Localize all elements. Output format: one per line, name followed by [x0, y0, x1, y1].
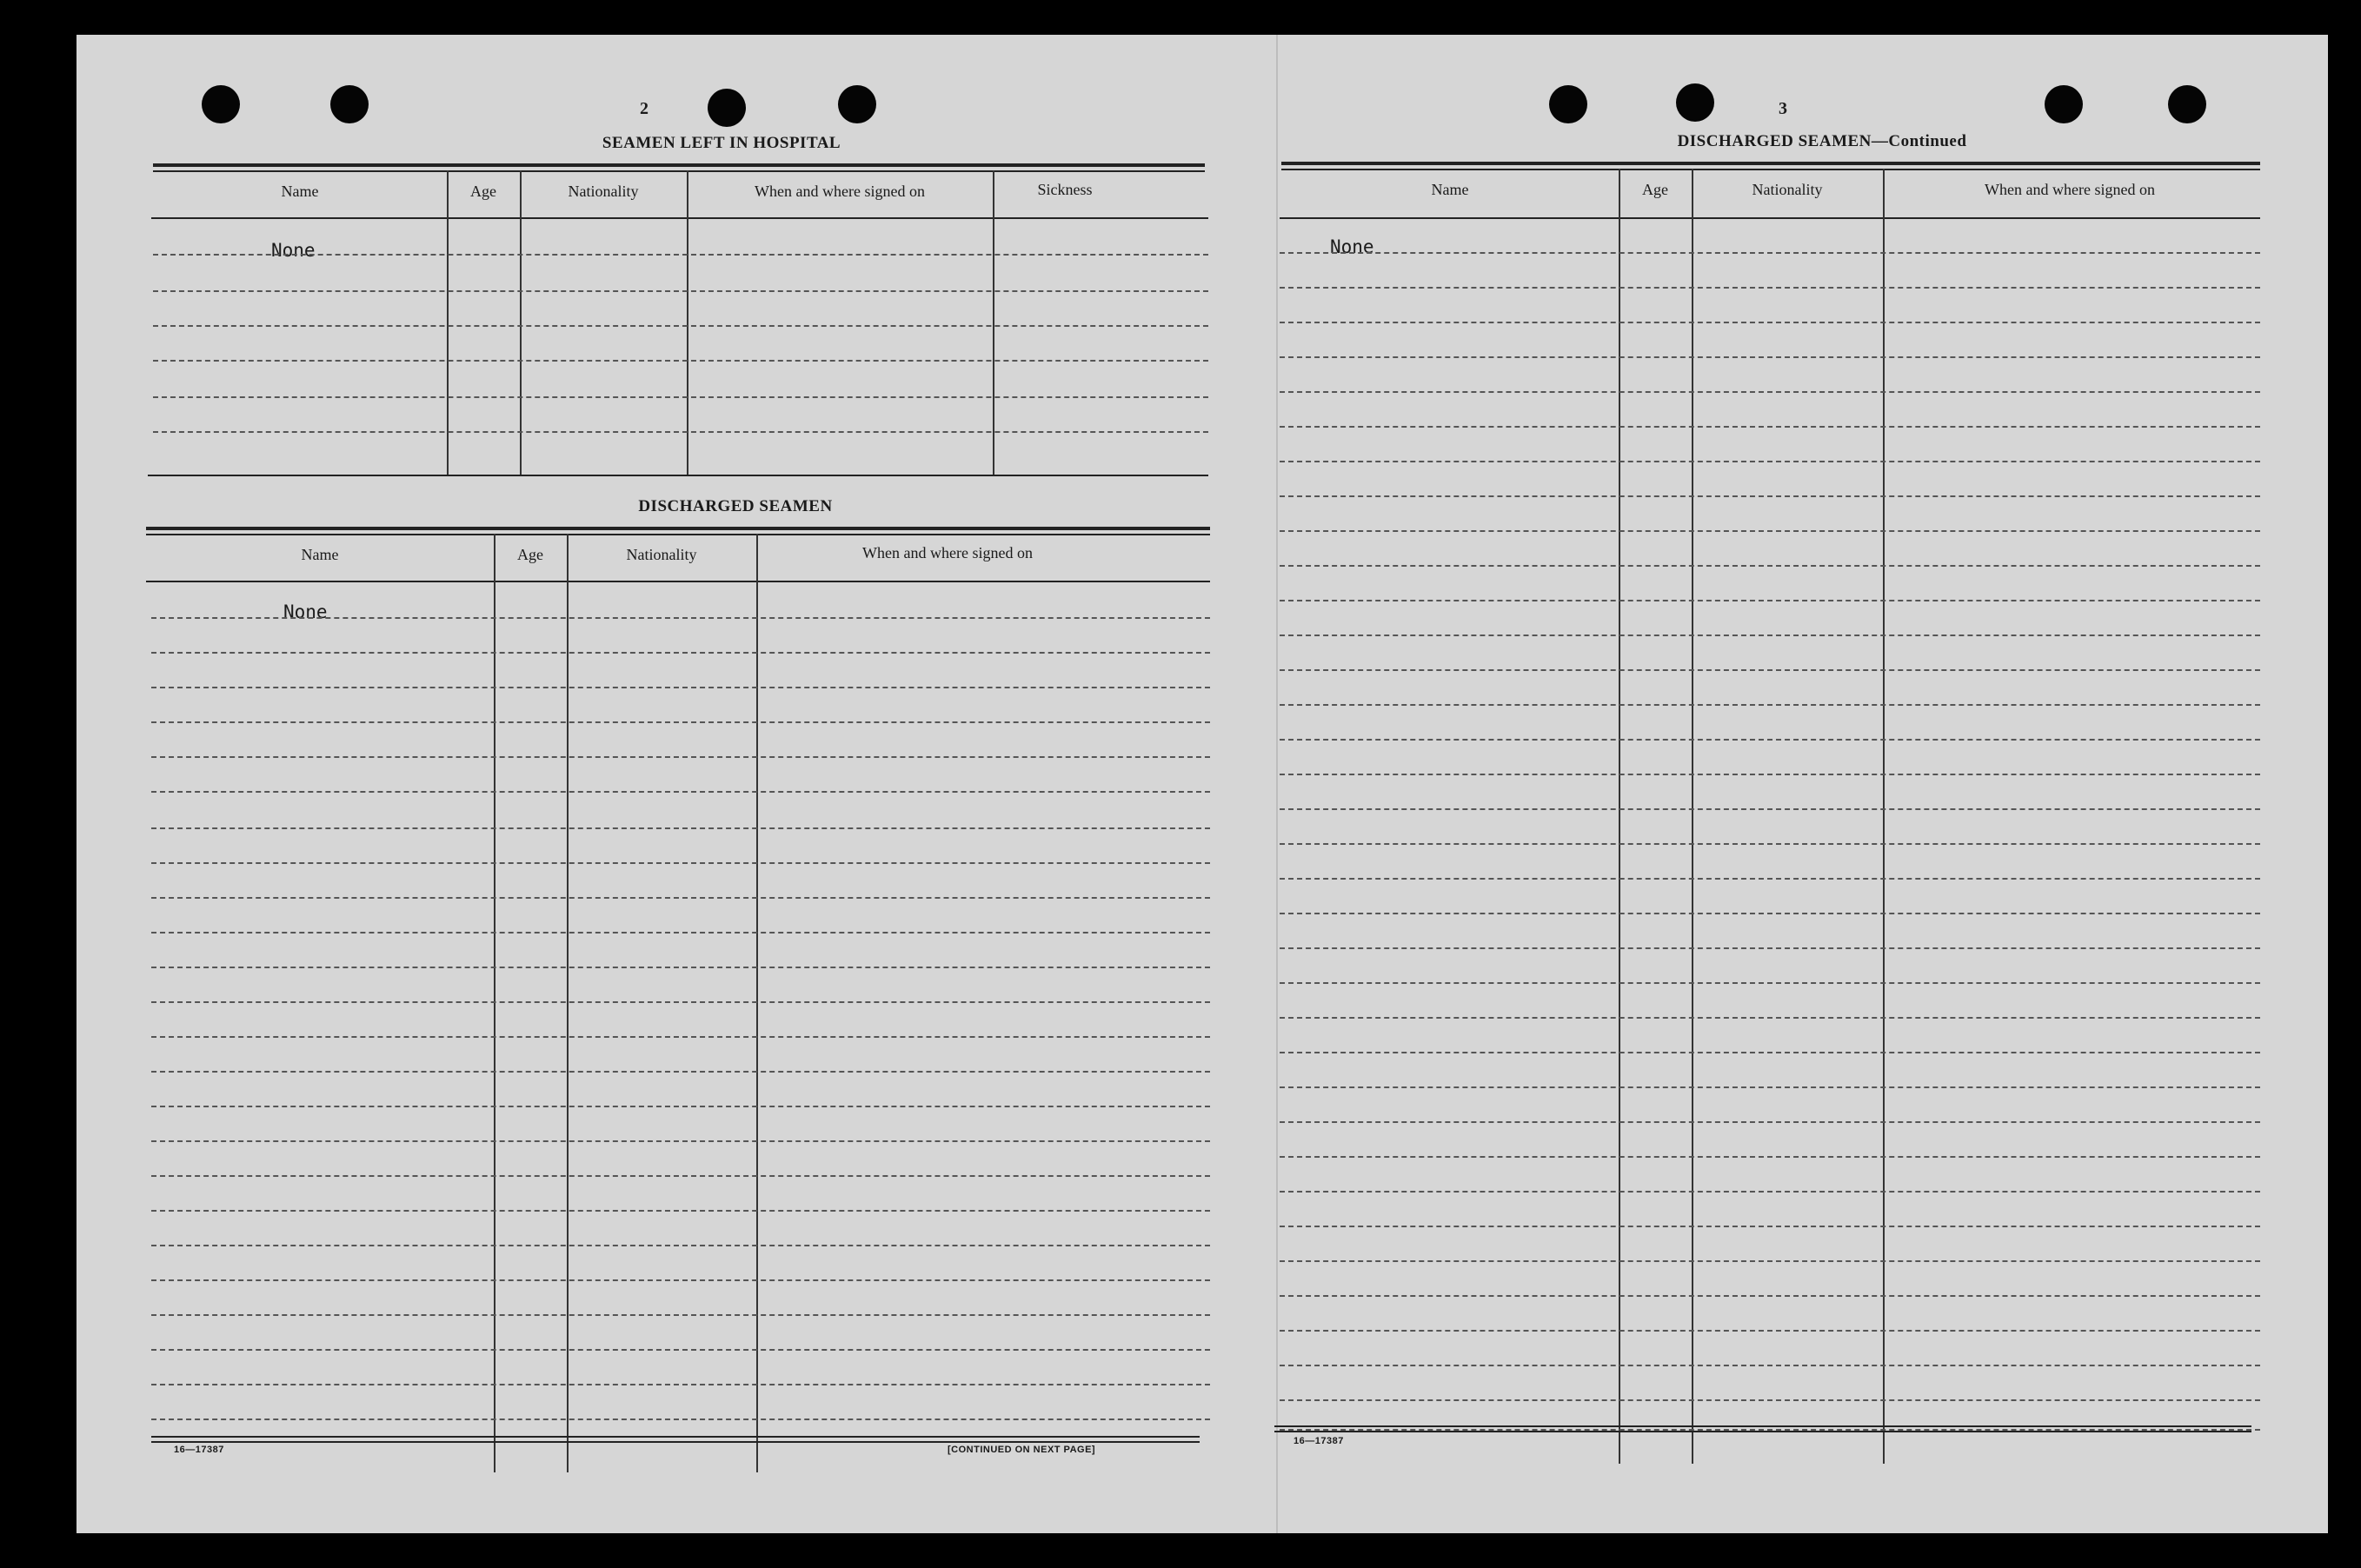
column-divider: [494, 534, 495, 1472]
entry-line: [153, 360, 1208, 362]
entry-line: [1280, 669, 2260, 671]
column-header-age: Age: [470, 183, 496, 200]
column-header-signed-on: When and where signed on: [755, 183, 925, 200]
column-divider: [1619, 169, 1620, 1464]
entry-line: [1280, 704, 2260, 706]
entry-line: [151, 1419, 1210, 1420]
column-divider: [756, 534, 758, 1472]
entry-line: [151, 897, 1210, 899]
section-rule: [153, 163, 1205, 167]
hospital-section-title: SEAMEN LEFT IN HOSPITAL: [602, 134, 841, 152]
punch-hole: [838, 85, 876, 123]
entry-line: [1280, 947, 2260, 949]
form-sheet: [76, 35, 2328, 1533]
entry-line: [1280, 774, 2260, 775]
section-rule: [1281, 169, 2260, 170]
entry-line: [1280, 1226, 2260, 1227]
column-header-signed-on: When and where signed on: [1985, 181, 2155, 198]
column-header-nationality: Nationality: [568, 183, 639, 200]
entry-line: [1280, 252, 2260, 254]
column-header-nationality: Nationality: [626, 546, 697, 563]
entry-line: [1280, 600, 2260, 601]
column-header-name: Name: [301, 546, 339, 563]
entry-line: [151, 1106, 1210, 1107]
page-fold: [1276, 35, 1278, 1533]
entry-line: [1280, 635, 2260, 636]
entry-line: [1280, 1121, 2260, 1123]
punch-hole: [1549, 85, 1587, 123]
entry-line: [151, 652, 1210, 654]
table-bottom-rule: [151, 1436, 1200, 1438]
punch-hole: [2168, 85, 2206, 123]
entry-line: [1280, 878, 2260, 880]
table-bottom-rule: [1274, 1431, 2251, 1432]
entry-line: [151, 1314, 1210, 1316]
entry-line: [1280, 1330, 2260, 1332]
entry-line: [1280, 1260, 2260, 1262]
entry-line: [151, 1384, 1210, 1385]
punch-hole: [1676, 83, 1714, 122]
punch-hole: [330, 85, 369, 123]
punch-hole: [202, 85, 240, 123]
hospital-entry: None: [271, 240, 316, 261]
entry-line: [153, 290, 1208, 292]
entry-line: [1280, 322, 2260, 323]
entry-line: [151, 1036, 1210, 1038]
entry-line: [1280, 1086, 2260, 1088]
form-number: 16—17387: [174, 1445, 224, 1455]
entry-line: [151, 1001, 1210, 1003]
punch-hole: [708, 89, 746, 127]
discharged-section-title: DISCHARGED SEAMEN: [638, 497, 833, 515]
entry-line: [153, 254, 1208, 256]
column-header-name: Name: [1431, 181, 1469, 198]
column-divider: [1692, 169, 1693, 1464]
entry-line: [151, 1245, 1210, 1246]
entry-line: [151, 721, 1210, 723]
section-rule: [146, 534, 1210, 535]
entry-line: [1280, 356, 2260, 358]
entry-line: [1280, 1156, 2260, 1158]
entry-line: [1280, 1191, 2260, 1193]
punch-hole: [2045, 85, 2083, 123]
column-header-age: Age: [1642, 181, 1668, 198]
discharged-entry: None: [283, 601, 328, 622]
column-divider: [447, 170, 449, 475]
entry-line: [151, 1175, 1210, 1177]
entry-line: [151, 862, 1210, 864]
header-rule: [146, 581, 1210, 582]
column-divider: [1883, 169, 1885, 1464]
entry-line: [1280, 1399, 2260, 1401]
entry-line: [1280, 391, 2260, 393]
entry-line: [1280, 1017, 2260, 1019]
header-rule: [1280, 217, 2260, 219]
entry-line: [151, 932, 1210, 933]
entry-line: [151, 756, 1210, 758]
entry-line: [1280, 530, 2260, 532]
page-number: 3: [1779, 99, 1787, 118]
column-divider: [567, 534, 569, 1472]
entry-line: [153, 396, 1208, 398]
page-number: 2: [640, 99, 648, 118]
entry-line: [151, 791, 1210, 793]
entry-line: [1280, 843, 2260, 845]
entry-line: [1280, 739, 2260, 741]
entry-line: [151, 1071, 1210, 1073]
discharged-continued-entry: None: [1330, 236, 1374, 257]
entry-line: [1280, 1295, 2260, 1297]
section-rule: [146, 527, 1210, 530]
column-header-age: Age: [517, 546, 543, 563]
entry-line: [151, 827, 1210, 829]
discharged-continued-title: DISCHARGED SEAMEN—Continued: [1677, 132, 1967, 150]
entry-line: [151, 1210, 1210, 1212]
section-rule: [153, 170, 1205, 172]
entry-line: [1280, 808, 2260, 810]
continued-note: [CONTINUED ON NEXT PAGE]: [948, 1445, 1096, 1455]
entry-line: [1280, 287, 2260, 289]
entry-line: [153, 431, 1208, 433]
entry-line: [1280, 913, 2260, 914]
entry-line: [1280, 565, 2260, 567]
entry-line: [151, 1279, 1210, 1281]
entry-line: [1280, 426, 2260, 428]
entry-line: [1280, 495, 2260, 497]
column-header-signed-on: When and where signed on: [862, 544, 1033, 561]
column-header-sickness: Sickness: [1037, 181, 1093, 198]
column-divider: [687, 170, 688, 475]
table-bottom-rule: [1274, 1425, 2251, 1427]
entry-line: [1280, 461, 2260, 462]
entry-line: [151, 1140, 1210, 1142]
table-bottom-rule: [151, 1441, 1200, 1443]
entry-line: [1280, 1052, 2260, 1053]
column-divider: [993, 170, 994, 475]
entry-line: [151, 617, 1210, 619]
column-header-nationality: Nationality: [1752, 181, 1823, 198]
entry-line: [153, 325, 1208, 327]
entry-line: [1280, 1365, 2260, 1366]
form-number: 16—17387: [1294, 1436, 1344, 1446]
entry-line: [151, 967, 1210, 968]
column-divider: [520, 170, 522, 475]
entry-line: [1280, 982, 2260, 984]
header-rule: [151, 217, 1208, 219]
section-rule: [1281, 162, 2260, 165]
entry-line: [151, 687, 1210, 688]
entry-line: [151, 1349, 1210, 1351]
column-header-name: Name: [281, 183, 319, 200]
